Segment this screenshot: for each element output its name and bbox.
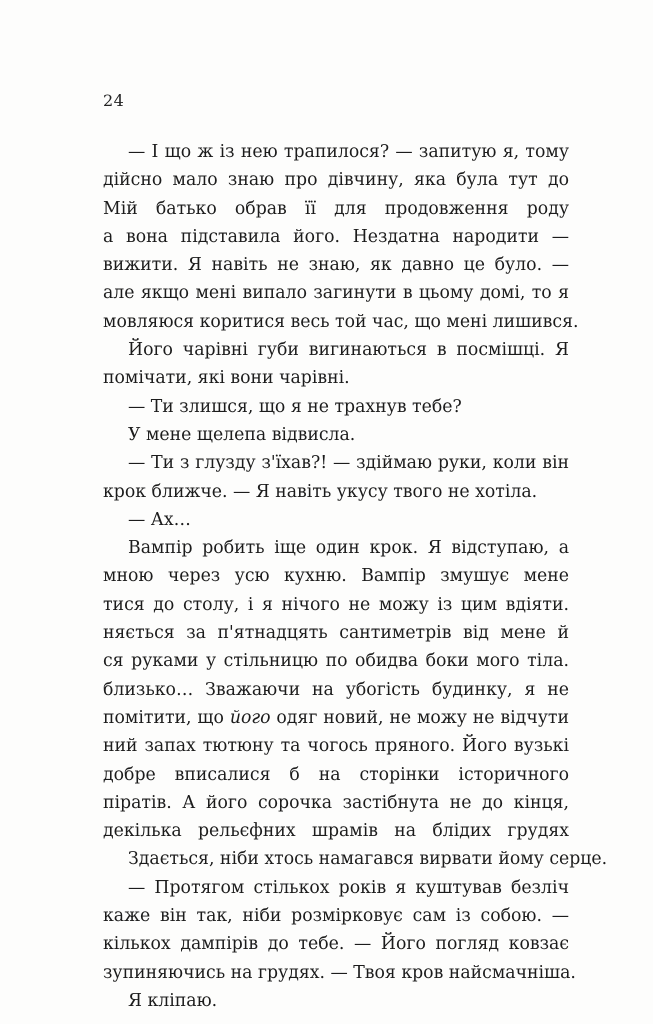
text-line: Його чарівні губи вигинаються в посмішці. Я bbox=[128, 340, 569, 361]
text-line: Здається, ніби хтось намагався вирвати йому серце. bbox=[128, 849, 608, 870]
text-line: — Ах… bbox=[128, 509, 191, 530]
text-line: — Протягом стількох років я куштував безліч bbox=[128, 877, 569, 898]
text-line: тися до столу, і я нічого не можу із цим вдіяти. bbox=[103, 594, 569, 615]
text-line: помічати, які вони чарівні. bbox=[103, 368, 350, 389]
text-segment: одяг новий, не можу не відчути bbox=[276, 707, 569, 728]
text-line: Вампір робить іще один крок. Я відступаю, а bbox=[128, 538, 569, 559]
text-line: дійсно мало знаю про дівчину, яка була тут до bbox=[103, 170, 569, 191]
text-line: мовляюся коритися весь той час, що мені лишився. bbox=[103, 311, 579, 332]
text-line: ний запах тютюну та чогось пряного. Його вузькі bbox=[103, 736, 569, 757]
emphasis: його bbox=[229, 707, 271, 728]
text-segment: помітити, що bbox=[103, 707, 230, 728]
text-line: а вона підставила його. Нездатна народити — bbox=[103, 226, 569, 247]
text-line: декілька рельєфних шрамів на блідих грудях bbox=[103, 821, 569, 842]
text-line: каже він так, ніби розмірковує сам із собою. — bbox=[103, 906, 569, 927]
text-line: близько… Зважаючи на убогість будинку, я не bbox=[103, 679, 569, 700]
text-line: добре вписалися б на сторінки історичного bbox=[103, 764, 569, 785]
text-line: ся руками у стільницю по обидва боки мого тіла. bbox=[103, 651, 569, 672]
text-line: Мій батько обрав її для продовження роду bbox=[103, 198, 569, 219]
page-number: 24 bbox=[103, 91, 125, 110]
text-line: крок ближче. — Я навіть укусу твого не хотіла. bbox=[103, 481, 538, 502]
text-line: мною через усю кухню. Вампір змушує мене bbox=[103, 566, 569, 587]
text-line: піратів. А його сорочка застібнута не до кінця, bbox=[103, 792, 569, 813]
text-line: — Ти злишся, що я не трахнув тебе? bbox=[128, 396, 462, 417]
text-line: — І що ж із нею трапилося? — запитую я, тому bbox=[128, 142, 569, 162]
text-line: Я кліпаю. bbox=[128, 990, 218, 1011]
text-line: вижити. Я навіть не знаю, як давно це було. — bbox=[103, 255, 569, 276]
body-text bbox=[103, 138, 608, 1015]
text-line: — Ти з глузду з'їхав?! — здіймаю руки, коли він bbox=[128, 453, 569, 474]
text-line: зупиняючись на грудях. — Твоя кров найсмачніша. bbox=[103, 962, 576, 983]
text-line: У мене щелепа відвисла. bbox=[128, 424, 356, 445]
text-line: кількох дампірів до тебе. — Його погляд ковзає bbox=[103, 934, 569, 955]
text-line bbox=[103, 704, 569, 732]
text-line: але якщо мені випало загинути в цьому домі, то я bbox=[103, 283, 569, 304]
text-line: няється за п'ятнадцять сантиметрів від мене й bbox=[103, 623, 569, 644]
